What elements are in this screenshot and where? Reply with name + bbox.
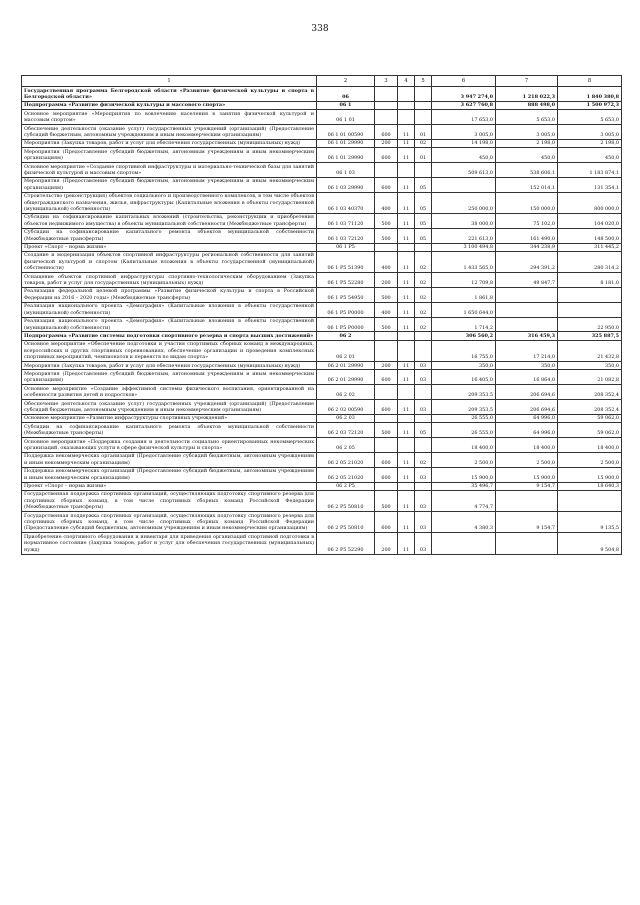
row-code: 06 2 — [317, 332, 375, 340]
row-subsection: 03 — [415, 370, 432, 385]
table-row — [22, 125, 622, 140]
row-amount-year-2: 344 238,9 — [496, 243, 558, 251]
row-name: Субсидии на софинансирование капитального ремонта объектов муниципальной собственности (Межбюджетные трансферты) — [22, 423, 317, 438]
row-amount-year-2: 16 864,0 — [496, 370, 558, 385]
row-section: 11 — [398, 213, 415, 228]
row-amount-year-1: 350,0 — [432, 362, 496, 370]
row-code: 06 2 01 29990 — [317, 362, 375, 370]
row-amount-year-1: 1 650 644,0 — [432, 302, 496, 317]
table-row — [22, 533, 622, 554]
row-amount-year-2: 3 005,0 — [496, 125, 558, 140]
row-subsection: 05 — [415, 192, 432, 213]
row-section: 11 — [398, 148, 415, 163]
row-expense-type: 500 — [375, 228, 398, 243]
row-code: 06 1 P5 52280 — [317, 273, 375, 288]
row-section — [398, 438, 415, 453]
row-expense-type: 400 — [375, 192, 398, 213]
row-name: Государственная поддержка спортивных организаций, осуществляющих подготовку спортивного резерва для спортивных сборных команд, в том числе спортивных сборных команд Российской Федерации (Межбюджетные трансферты) — [22, 490, 317, 511]
row-code: 06 2 03 — [317, 414, 375, 422]
row-subsection — [415, 385, 432, 400]
row-amount-year-3: 8 181,0 — [558, 273, 622, 288]
page-number: 338 — [311, 24, 329, 34]
row-section — [398, 414, 415, 422]
row-code: 06 1 P5 Р0000 — [317, 317, 375, 332]
row-name: Строительство (реконструкция) объектов социального и производственного комплексов, в том числе объектов общегражданского назначения, жилья, инфраструктуры (Капитальные вложения в объекты государственной (муниципальной) собственности) — [22, 192, 317, 213]
row-subsection: 05 — [415, 228, 432, 243]
row-name: Подпрограмма «Развитие системы подготовки спортивного резерва и спорта высших достижений» — [22, 332, 317, 340]
row-section: 11 — [398, 139, 415, 147]
row-code: 06 2 05 — [317, 438, 375, 453]
row-amount-year-3: 131 354,1 — [558, 177, 622, 192]
row-code: 06 2 02 — [317, 385, 375, 400]
row-section: 11 — [398, 400, 415, 415]
row-amount-year-2 — [496, 533, 558, 554]
row-expense-type: 200 — [375, 362, 398, 370]
table-row — [22, 213, 622, 228]
row-section: 11 — [398, 125, 415, 140]
row-amount-year-3: 5 653,0 — [558, 110, 622, 125]
row-name: Обеспечение деятельности (оказание услуг) государственных учреждений (организаций) (Предоставление субсидий бюджетным, автономным учреждениям и иным некоммерческим организациям) — [22, 400, 317, 415]
row-code: 06 1 01 — [317, 110, 375, 125]
table-row — [22, 340, 622, 361]
row-subsection — [415, 414, 432, 422]
row-section: 11 — [398, 302, 415, 317]
row-amount-year-2: 75 102,0 — [496, 213, 558, 228]
row-section: 11 — [398, 228, 415, 243]
row-name: Поддержка некоммерческих организаций (Предоставление субсидий бюджетным, автономным учреждениям и иным некоммерческим организациям) — [22, 467, 317, 482]
row-section — [398, 163, 415, 178]
row-expense-type: 500 — [375, 213, 398, 228]
table-row — [22, 101, 622, 109]
column-header: 1 — [22, 76, 317, 87]
row-code: 06 1 P5 54950 — [317, 287, 375, 302]
row-code: 06 1 03 71120 — [317, 213, 375, 228]
row-amount-year-3: 21 082,8 — [558, 370, 622, 385]
row-amount-year-1: 35 496,7 — [432, 482, 496, 490]
row-name: Основное мероприятие «Развитие инфраструктуры спортивных учреждений» — [22, 414, 317, 422]
row-amount-year-1: 26 555,0 — [432, 423, 496, 438]
row-subsection: 03 — [415, 512, 432, 533]
row-amount-year-2: 150 000,0 — [496, 192, 558, 213]
row-section: 11 — [398, 362, 415, 370]
row-expense-type: 500 — [375, 423, 398, 438]
row-amount-year-3: 208 352,4 — [558, 385, 622, 400]
row-amount-year-2 — [496, 287, 558, 302]
row-section: 11 — [398, 177, 415, 192]
table-row — [22, 362, 622, 370]
table-row — [22, 438, 622, 453]
row-code: 06 1 01 29990 — [317, 139, 375, 147]
row-code: 06 2 01 — [317, 340, 375, 361]
row-amount-year-2: 9 154,7 — [496, 512, 558, 533]
row-name: Государственная программа Белгородской области «Развитие физической культуры и спорта в Белгородской области» — [22, 87, 317, 102]
table-row — [22, 148, 622, 163]
table-row — [22, 370, 622, 385]
table-row — [22, 317, 622, 332]
row-expense-type — [375, 163, 398, 178]
row-amount-year-1: 2 500,0 — [432, 452, 496, 467]
row-expense-type: 200 — [375, 273, 398, 288]
row-section — [398, 385, 415, 400]
row-section: 11 — [398, 273, 415, 288]
row-amount-year-1: 15 900,0 — [432, 467, 496, 482]
row-subsection — [415, 101, 432, 109]
row-subsection: 02 — [415, 302, 432, 317]
table-row — [22, 87, 622, 102]
row-code: 06 1 P5 Р0000 — [317, 302, 375, 317]
row-amount-year-3: 1 840 380,8 — [558, 87, 622, 102]
row-subsection: 02 — [415, 139, 432, 147]
row-code: 06 2 02 00590 — [317, 400, 375, 415]
column-header: 8 — [558, 76, 622, 87]
row-amount-year-3: 450,0 — [558, 148, 622, 163]
row-amount-year-3: 22 950,0 — [558, 317, 622, 332]
table-row — [22, 139, 622, 147]
row-amount-year-1: 4 380,3 — [432, 512, 496, 533]
row-amount-year-2: 450,0 — [496, 148, 558, 163]
row-code: 06 2 P5 50810 — [317, 490, 375, 511]
row-amount-year-3: 59 062,0 — [558, 414, 622, 422]
row-name: Субсидии на софинансирование капитальных вложений (строительства, реконструкции и приобретения объектов недвижимого имущества) в объекты муниципальной собственности (Межбюджетные трансферты) — [22, 213, 317, 228]
row-amount-year-1: 306 560,2 — [432, 332, 496, 340]
row-expense-type: 600 — [375, 467, 398, 482]
row-subsection — [415, 340, 432, 361]
table-row — [22, 287, 622, 302]
row-amount-year-2: 161 490,0 — [496, 228, 558, 243]
row-code: 06 1 P5 51390 — [317, 251, 375, 272]
row-amount-year-2 — [496, 302, 558, 317]
row-amount-year-1: 3 005,0 — [432, 125, 496, 140]
row-subsection: 03 — [415, 362, 432, 370]
row-amount-year-1: 209 353,5 — [432, 400, 496, 415]
row-section: 11 — [398, 287, 415, 302]
row-amount-year-3: 148 500,0 — [558, 228, 622, 243]
row-name: Мероприятия (Предоставление субсидий бюджетным, автономным учреждениям и иным некоммерческим организациям) — [22, 148, 317, 163]
row-amount-year-1 — [432, 533, 496, 554]
row-name: Реализация национального проекта «Демография» (Капитальные вложения в объекты государственной (муниципальной) собственности) — [22, 317, 317, 332]
row-expense-type — [375, 385, 398, 400]
row-amount-year-1: 4 774,7 — [432, 490, 496, 511]
row-amount-year-1: 221 613,0 — [432, 228, 496, 243]
row-code: 06 1 01 00590 — [317, 125, 375, 140]
row-amount-year-2: 152 014,1 — [496, 177, 558, 192]
row-amount-year-3: 104 020,0 — [558, 213, 622, 228]
row-expense-type: 400 — [375, 302, 398, 317]
table-row — [22, 414, 622, 422]
row-subsection — [415, 110, 432, 125]
row-name: Проект «Спорт – норма жизни» — [22, 482, 317, 490]
row-name: Мероприятия (Закупка товаров, работ и услуг для обеспечения государственных (муниципальных) нужд) — [22, 362, 317, 370]
row-amount-year-3: 9 135,5 — [558, 512, 622, 533]
row-expense-type: 600 — [375, 148, 398, 163]
row-amount-year-2: 206 694,6 — [496, 400, 558, 415]
row-expense-type — [375, 87, 398, 102]
row-amount-year-1: 1 433 565,0 — [432, 251, 496, 272]
row-amount-year-2: 206 694,6 — [496, 385, 558, 400]
row-amount-year-2: 5 653,0 — [496, 110, 558, 125]
row-amount-year-1 — [432, 177, 496, 192]
column-header: 7 — [496, 76, 558, 87]
row-name: Основное мероприятие «Создание спортивной инфраструктуры и материально-технической базы для занятий физической культурой и массовым спортом» — [22, 163, 317, 178]
row-expense-type: 500 — [375, 287, 398, 302]
row-subsection: 01 — [415, 125, 432, 140]
row-code: 06 — [317, 87, 375, 102]
row-expense-type: 500 — [375, 317, 398, 332]
row-amount-year-3: 2 500,0 — [558, 452, 622, 467]
row-name: Мероприятия (Закупка товаров, работ и услуг для обеспечения государственных (муниципальных) нужд) — [22, 139, 317, 147]
table-row — [22, 512, 622, 533]
table-row — [22, 302, 622, 317]
table-row — [22, 490, 622, 511]
row-name: Мероприятия (Предоставление субсидий бюджетным, автономным учреждениям и иным некоммерческим организациям) — [22, 177, 317, 192]
row-expense-type: 600 — [375, 452, 398, 467]
row-amount-year-2: 18 400,0 — [496, 438, 558, 453]
row-amount-year-2: 9 154,7 — [496, 482, 558, 490]
row-code: 06 2 01 29990 — [317, 370, 375, 385]
row-code: 06 1 P5 — [317, 243, 375, 251]
row-expense-type: 500 — [375, 490, 398, 511]
budget-table — [21, 75, 622, 555]
row-expense-type: 400 — [375, 251, 398, 272]
table-row — [22, 163, 622, 178]
row-section — [398, 482, 415, 490]
row-amount-year-3: 325 887,5 — [558, 332, 622, 340]
row-amount-year-1: 1 861,8 — [432, 287, 496, 302]
row-subsection — [415, 87, 432, 102]
row-section: 11 — [398, 423, 415, 438]
row-expense-type — [375, 110, 398, 125]
row-amount-year-3 — [558, 302, 622, 317]
row-amount-year-1: 38 000,0 — [432, 213, 496, 228]
row-section: 11 — [398, 317, 415, 332]
table-row — [22, 243, 622, 251]
row-subsection: 05 — [415, 213, 432, 228]
row-amount-year-1: 450,0 — [432, 148, 496, 163]
row-code: 06 1 — [317, 101, 375, 109]
row-section: 11 — [398, 370, 415, 385]
row-amount-year-2: 17 214,0 — [496, 340, 558, 361]
row-name: Проект «Спорт – норма жизни» — [22, 243, 317, 251]
table-row — [22, 452, 622, 467]
row-amount-year-1: 26 555,0 — [432, 414, 496, 422]
row-code: 06 2 05 21020 — [317, 452, 375, 467]
row-section — [398, 332, 415, 340]
row-amount-year-3: 280 314,2 — [558, 251, 622, 272]
row-code: 06 1 01 29990 — [317, 148, 375, 163]
table-row — [22, 467, 622, 482]
row-name: Создание и модернизация объектов спортивной инфраструктуры региональной собственности для занятий физической культурой и спортом (Капитальные вложения в объекты государственной (муниципальной) собственности) — [22, 251, 317, 272]
column-header: 5 — [415, 76, 432, 87]
table-row — [22, 482, 622, 490]
row-code: 06 1 03 72120 — [317, 228, 375, 243]
row-code: 06 2 03 72120 — [317, 423, 375, 438]
table-row — [22, 228, 622, 243]
row-section — [398, 101, 415, 109]
column-header: 4 — [398, 76, 415, 87]
row-amount-year-3: 18 400,0 — [558, 438, 622, 453]
row-section — [398, 243, 415, 251]
table-header-row — [22, 76, 622, 87]
row-amount-year-2: 294 391,2 — [496, 251, 558, 272]
row-expense-type: 600 — [375, 512, 398, 533]
row-amount-year-1: 3 947 274,0 — [432, 87, 496, 102]
row-amount-year-3: 350,0 — [558, 362, 622, 370]
row-code: 06 2 P5 — [317, 482, 375, 490]
row-subsection: 05 — [415, 177, 432, 192]
table-row — [22, 385, 622, 400]
row-subsection: 03 — [415, 400, 432, 415]
row-section — [398, 87, 415, 102]
row-amount-year-3: 2 198,0 — [558, 139, 622, 147]
row-code: 06 1 03 40370 — [317, 192, 375, 213]
row-subsection: 02 — [415, 287, 432, 302]
row-expense-type — [375, 438, 398, 453]
row-name: Государственная поддержка спортивных организаций, осуществляющих подготовку спортивного резерва для спортивных сборных команд, в том числе спортивных сборных команд Российской Федерации (Предоставление субсидий бюджетным, автономным учреждениям и иным некоммерческим организациям) — [22, 512, 317, 533]
row-section: 11 — [398, 467, 415, 482]
table-row — [22, 332, 622, 340]
row-amount-year-2: 49 847,7 — [496, 273, 558, 288]
row-amount-year-2: 64 996,0 — [496, 423, 558, 438]
row-name: Приобретение спортивного оборудования и инвентаря для приведения организаций спортивной подготовки в нормативное состояние (Закупка товаров, работ и услуг для обеспечения государственных (муниципальных) нужд) — [22, 533, 317, 554]
row-subsection: 03 — [415, 467, 432, 482]
row-amount-year-2: 2 198,0 — [496, 139, 558, 147]
row-name: Реализация федеральной целевой программы «Развитие физической культуры и спорта в Российской Федерации на 2016 – 2020 годы» (Межбюджетные трансферты) — [22, 287, 317, 302]
row-section: 11 — [398, 452, 415, 467]
row-section: 11 — [398, 490, 415, 511]
row-amount-year-1: 18 400,0 — [432, 438, 496, 453]
row-name: Основное мероприятие «Поддержка создания и деятельности социально ориентированных некоммерческих организаций, оказывающих услуги в сфере физической культуры и спорта» — [22, 438, 317, 453]
row-expense-type: 600 — [375, 400, 398, 415]
row-amount-year-3: 21 432,8 — [558, 340, 622, 361]
row-amount-year-2: 2 500,0 — [496, 452, 558, 467]
row-expense-type — [375, 243, 398, 251]
row-subsection — [415, 163, 432, 178]
row-expense-type — [375, 332, 398, 340]
table-row — [22, 192, 622, 213]
row-name: Субсидии на софинансирование капитального ремонта объектов муниципальной собственности (Межбюджетные трансферты) — [22, 228, 317, 243]
row-code: 06 2 P5 52290 — [317, 533, 375, 554]
row-amount-year-3: 18 640,3 — [558, 482, 622, 490]
row-amount-year-2: 64 996,0 — [496, 414, 558, 422]
column-header: 6 — [432, 76, 496, 87]
row-name: Подпрограмма «Развитие физической культуры и массового спорта» — [22, 101, 317, 109]
row-subsection: 02 — [415, 273, 432, 288]
row-amount-year-1: 209 353,5 — [432, 385, 496, 400]
table-row — [22, 177, 622, 192]
column-header: 2 — [317, 76, 375, 87]
row-expense-type: 200 — [375, 533, 398, 554]
row-subsection: 02 — [415, 251, 432, 272]
row-expense-type: 600 — [375, 370, 398, 385]
row-amount-year-3: 800 000,0 — [558, 192, 622, 213]
row-amount-year-3: 3 005,0 — [558, 125, 622, 140]
row-code: 06 1 03 — [317, 163, 375, 178]
table-row — [22, 423, 622, 438]
row-name: Основное мероприятие «Мероприятия по вовлечению населения в занятия физической культурой и массовым спортом» — [22, 110, 317, 125]
table-row — [22, 273, 622, 288]
row-code: 06 1 03 29990 — [317, 177, 375, 192]
row-amount-year-2: 350,0 — [496, 362, 558, 370]
row-amount-year-2: 1 218 022,3 — [496, 87, 558, 102]
row-section: 11 — [398, 251, 415, 272]
row-subsection: 05 — [415, 423, 432, 438]
table-row — [22, 110, 622, 125]
row-amount-year-1: 16 405,0 — [432, 370, 496, 385]
row-amount-year-2: 888 498,0 — [496, 101, 558, 109]
row-amount-year-1: 12 709,8 — [432, 273, 496, 288]
row-subsection: 03 — [415, 533, 432, 554]
row-amount-year-1: 14 198,0 — [432, 139, 496, 147]
row-expense-type — [375, 482, 398, 490]
row-name: Основное мероприятие «Обеспечение подготовки и участия спортивных сборных команд в международных, всероссийских и других спортивных соревнованиях, обеспечение организации и проведения комплексных спортивных мероприятий, чемпионатов и первенств по видам спорта» — [22, 340, 317, 361]
row-amount-year-3: 59 062,0 — [558, 423, 622, 438]
row-expense-type: 600 — [375, 125, 398, 140]
row-name: Оснащение объектов спортивной инфраструктуры спортивно-технологическим оборудованием (Закупка товаров, работ и услуг для государственных (муниципальных) нужд) — [22, 273, 317, 288]
row-amount-year-2 — [496, 317, 558, 332]
column-header: 3 — [375, 76, 398, 87]
row-amount-year-3: 1 183 874,1 — [558, 163, 622, 178]
row-expense-type: 200 — [375, 139, 398, 147]
row-subsection — [415, 438, 432, 453]
row-amount-year-1: 16 755,0 — [432, 340, 496, 361]
table-row — [22, 400, 622, 415]
row-amount-year-2: 15 900,0 — [496, 467, 558, 482]
row-amount-year-1: 17 653,0 — [432, 110, 496, 125]
row-name: Мероприятия (Предоставление субсидий бюджетным, автономным учреждениям и иным некоммерческим организациям) — [22, 370, 317, 385]
row-amount-year-3: 208 352,4 — [558, 400, 622, 415]
row-code: 06 2 P5 50810 — [317, 512, 375, 533]
row-amount-year-1: 1 714,2 — [432, 317, 496, 332]
row-section: 11 — [398, 512, 415, 533]
row-subsection — [415, 482, 432, 490]
row-subsection — [415, 243, 432, 251]
row-subsection: 03 — [415, 490, 432, 511]
row-amount-year-3: 15 900,0 — [558, 467, 622, 482]
row-section — [398, 110, 415, 125]
row-amount-year-2: 316 459,3 — [496, 332, 558, 340]
row-amount-year-3: 1 500 972,3 — [558, 101, 622, 109]
row-amount-year-1: 509 613,0 — [432, 163, 496, 178]
row-name: Обеспечение деятельности (оказание услуг) государственных учреждений (организаций) (Предоставление субсидий бюджетным, автономным учреждениям и иным некоммерческим организациям) — [22, 125, 317, 140]
row-amount-year-2 — [496, 490, 558, 511]
row-subsection: 01 — [415, 148, 432, 163]
row-section — [398, 340, 415, 361]
row-expense-type — [375, 101, 398, 109]
row-amount-year-3: 9 504,8 — [558, 533, 622, 554]
row-section: 11 — [398, 533, 415, 554]
row-name: Поддержка некоммерческих организаций (Предоставление субсидий бюджетным, автономным учреждениям и иным некоммерческим организациям) — [22, 452, 317, 467]
row-subsection: 02 — [415, 452, 432, 467]
row-section: 11 — [398, 192, 415, 213]
row-amount-year-1: 3 627 760,8 — [432, 101, 496, 109]
row-expense-type — [375, 340, 398, 361]
table-row — [22, 251, 622, 272]
row-expense-type: 600 — [375, 177, 398, 192]
row-amount-year-1: 250 000,0 — [432, 192, 496, 213]
row-name: Реализация национального проекта «Демография» (Капитальные вложения в объекты государственной (муниципальной) собственности) — [22, 302, 317, 317]
row-amount-year-1: 3 100 494,8 — [432, 243, 496, 251]
row-amount-year-3 — [558, 287, 622, 302]
row-amount-year-3: 311 445,2 — [558, 243, 622, 251]
row-amount-year-3 — [558, 490, 622, 511]
row-subsection — [415, 332, 432, 340]
row-subsection: 02 — [415, 317, 432, 332]
row-name: Основное мероприятие «Создание эффективной системы физического воспитания, ориентированной на особенности развития детей и подростков» — [22, 385, 317, 400]
row-amount-year-2: 538 606,1 — [496, 163, 558, 178]
row-expense-type — [375, 414, 398, 422]
row-code: 06 2 05 21020 — [317, 467, 375, 482]
